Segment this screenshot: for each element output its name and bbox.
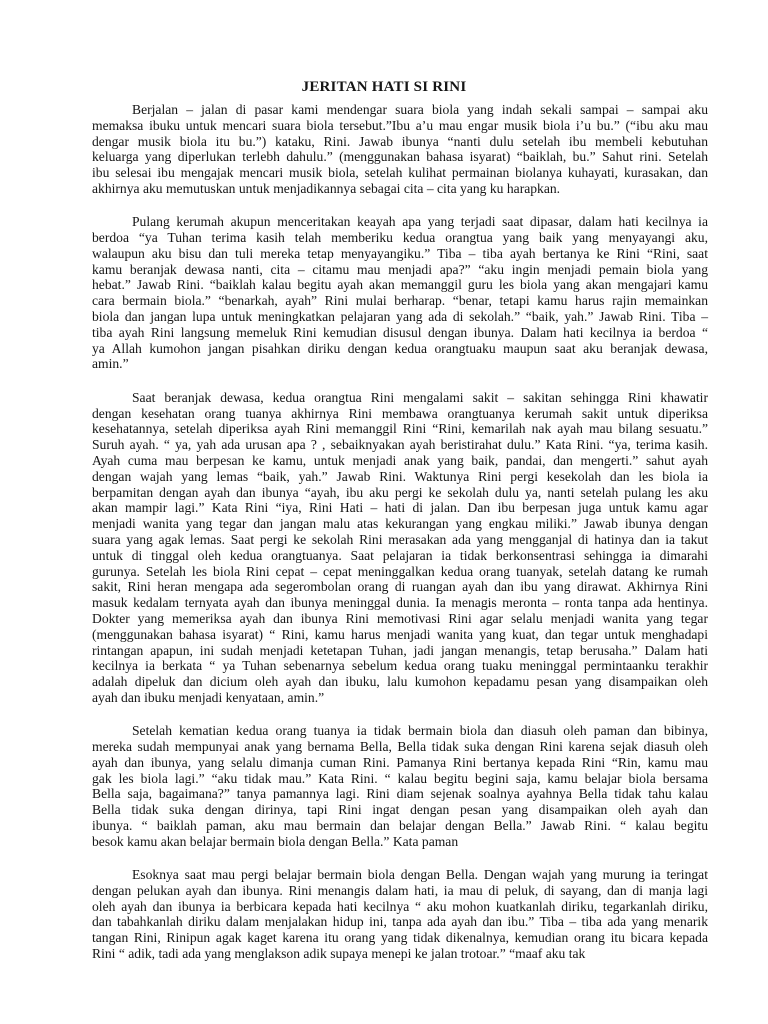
text-line: suara yang agak lemas. Saat pergi ke sekolah Rini merasakan ada yang mengganjal di hatinya dan ia takut	[92, 531, 708, 547]
text-line: ayah dan ibunya, yang selalu dimanja cuman Rini. Pamanya Rini bertanya kepada Rini “Rin, kamu mau	[92, 754, 708, 770]
text-line: gak les biola lagi.” “aku tidak mau.” Kata Rini. “ kalau begitu begini saja, kamu belajar biola bersama	[92, 770, 708, 786]
text-line: untuk di tinggal oleh kedua orangtuanya. Saat pelajaran ia tidak berkonsentrasi sehingga ia dimarahi	[92, 547, 708, 563]
text-line: (menggunakan bahasa isyarat) “ Rini, kamu harus menjadi wanita yang kuat, dan tegar untuk menghadapi	[92, 626, 708, 642]
text-line: memaksa ibuku untuk mencari suara biola tersebut.”Ibu a’u mau engar musik biola i’u bu.” (“ibu aku mau	[92, 117, 708, 133]
document-body	[92, 102, 708, 979]
text-line: ibunya. “ baiklah paman, aku mau bermain dan belajar dengan Bella.” Jawab Rini. “ kalau begitu	[92, 817, 708, 833]
text-line: rintangan apapun, ini sudah menjadi ketetapan Tuhan, jadi jangan menangis, tetap berusaha.” Dalam hati	[92, 642, 708, 658]
text-line: dengan kesehatan orang tuanya akhirnya Rini membawa orangtuanya kerumah sakit untuk diperiksa	[92, 405, 708, 421]
paragraph	[92, 723, 708, 849]
text-line: cara bermain biola.” “benarkah, ayah” Rini mulai berharap. “benar, tetapi kamu harus rajin memainkan	[92, 293, 708, 309]
text-line: berdoa “ya Tuhan terima kasih telah memberiku kedua orangtua yang baik yang menyayangi aku,	[92, 230, 708, 246]
text-line: masuk kedalam ternyata ayah dan ibunya meninggal dunia. Ia menagis meronta – ronta tanpa ada hentinya.	[92, 595, 708, 611]
text-line: Saat beranjak dewasa, kedua orangtua Rini mengalami sakit – sakitan sehingga Rini khawatir	[132, 389, 708, 405]
text-line: Ayah cuma mau berpesan ke kamu, untuk menjadi anak yang baik, pandai, dan mengerti.” sahut ayah	[92, 452, 708, 468]
text-line: hebat.” Jawab Rini. “baiklah kalau begitu ayah akan memanggil guru les biola yang akan mengajari kamu	[92, 277, 708, 293]
text-line: oleh ayah dan ibunya ia berbicara kepada hati kecilnya “ aku mohon kuatkanlah diriku, tegarkanlah diriku,	[92, 898, 708, 914]
text-line: dengar musik biola itu bu.”) kataku, Rini. Jawab ibunya “nanti dulu setelah ibu membeli kebutuhan	[92, 133, 708, 149]
text-line: kesehatannya, setelah diperiksa ayah Rini memanggil Rini “Rini, kemarilah nak ayah mau bilang sesuatu.”	[92, 421, 708, 437]
text-line: gurunya. Setelah les biola Rini cepat – cepat meninggalkan kedua orang tuanyak, setelah datang ke rumah	[92, 563, 708, 579]
text-line: akhirnya aku memutuskan untuk menjadikannya sebagai cita – cita yang ku harapkan.	[92, 180, 561, 196]
text-line: ya Allah kumohon jangan pisahkan diriku dengan kedua orangtuaku maupun saat aku beranjak dewasa,	[92, 340, 708, 356]
text-line: dan tabahkanlah diriku dalam menjalakan hidup ini, tanpa ada ayah dan ibu.” Tiba – tiba ada yang menarik	[92, 914, 708, 930]
text-line: tangan Rini, Rinipun agak kaget karena itu orang yang tidak dikenalnya, kemudian orang itu bicara kepada	[92, 930, 708, 946]
text-line: amin.”	[92, 356, 129, 372]
text-line: adalah dipeluk dan dicium oleh ayah dan ibuku, lalu kumohon kepadamu pesan yang disampaikan oleh	[92, 674, 708, 690]
text-line: Suruh ayah. “ ya, yah ada urusan apa ? , sebaiknyakan ayah beristirahat dulu.” Kata Rini. “ya, terima kasih.	[92, 437, 708, 453]
text-line: dengan pelukan ayah dan ibunya. Rini menangis dalam hati, ia mau di peluk, di sayang, dan di manja lagi	[92, 882, 708, 898]
paragraph	[92, 390, 708, 706]
paragraph	[92, 102, 708, 197]
paragraph	[92, 867, 708, 962]
text-line: akan mampir lagi.” Kata Rini “iya, Rini Hati – hati di jalan. Dan ibu berpesan juga untuk kamu agar	[92, 500, 708, 516]
text-line: sakit, Rini heran mengapa ada segerombolan orang di ruangan ayah dan ibu yang dirawat. Akhirnya Rini	[92, 579, 708, 595]
text-line: keluarga yang diperlukan terlebh dahulu.” (menggunakan bahasa isyarat) “baiklah, bu.” Sahut rini. Setelah	[92, 149, 708, 165]
text-line: biola dan jangan lupa untuk meningkatkan pelajaran yang ada di sekolah.” “baik, yah.” Jawab Rini. Tiba –	[92, 309, 708, 325]
text-line: Rini “ adik, tadi ada yang menglakson adik supaya menepi ke jalan trotoar.” “maaf aku tak	[92, 946, 586, 962]
text-line: Dokter yang memeriksa ayah dan ibunya Rini memotivasi Rini agar selalu menjadi wanita yang tegar	[92, 610, 708, 626]
text-line: besok kamu akan belajar bermain biola dengan Bella.” Kata paman	[92, 833, 459, 849]
text-line: kecilnya ia berkata “ ya Tuhan sebenarnya sebelum kedua orang tuaku meninggal permintaanku terakhir	[92, 658, 708, 674]
text-line: Esoknya saat mau pergi belajar bermain biola dengan Bella. Dengan wajah yang murung ia teringat	[132, 867, 708, 883]
text-line: Pulang kerumah akupun menceritakan keayah apa yang terjadi saat dipasar, dalam hati kecilnya ia	[132, 214, 708, 230]
text-line: walaupun aku bisu dan tuli mereka tetap menyayangiku.” Tiba – tiba ayah bertanya ke Rini “Rini, saat	[92, 245, 708, 261]
text-line: menjadi wanita yang tegar dan jangan malu atas kekurangan yang engkau miliki.” Jawab ibunya dengan	[92, 516, 708, 532]
paragraph	[92, 214, 708, 372]
text-line: mereka sudah mempunyai anak yang bernama Bella, Bella tidak suka dengan Rini karena sejak diasuh oleh	[92, 738, 708, 754]
text-line: Berjalan – jalan di pasar kami mendengar suara biola yang indah sekali sampai – sampai aku	[132, 102, 708, 117]
text-line: Bella saja, bagaimana?” tanya pamannya lagi. Rini diam sejenak soalnya ayahnya Bella tidak tahu kalau	[92, 786, 708, 802]
text-line: ayah dan ibuku menjadi kenyataan, amin.”	[92, 689, 325, 705]
text-line: kamu beranjak dewasa nanti, cita – citamu mau menjadi apa?” “aku ingin menjadi pemain biola yang	[92, 261, 708, 277]
text-line: ibu selesai ibu mengajak mencari musik biola, setelah kulihat permainan biolanya kuhayati, kurasakan, dan	[92, 165, 708, 181]
text-line: tiba ayah Rini langsung memeluk Rini kemudian disusul dengan ibunya. Dalam hati kecilnya ia berdoa “	[92, 324, 708, 340]
text-line: dengan wajah yang lemas “baik, yah.” Jawab Rini. Waktunya Rini pergi kesekolah dan les biola ia	[92, 468, 708, 484]
document-title: JERITAN HATI SI RINI	[301, 79, 467, 95]
text-line: Setelah kematian kedua orang tuanya ia tidak bermain biola dan diasuh oleh paman dan bibinya,	[132, 723, 708, 739]
text-line: berpamitan dengan ayah dan ibunya “ayah, ibu aku pergi ke sekolah dulu ya, nanti setelah pulang les aku	[92, 484, 708, 500]
text-line: Bella tidak suka dengan dirinya, tapi Rini ingat dengan pesan yang disampaikan oleh ayah dan	[92, 802, 708, 818]
